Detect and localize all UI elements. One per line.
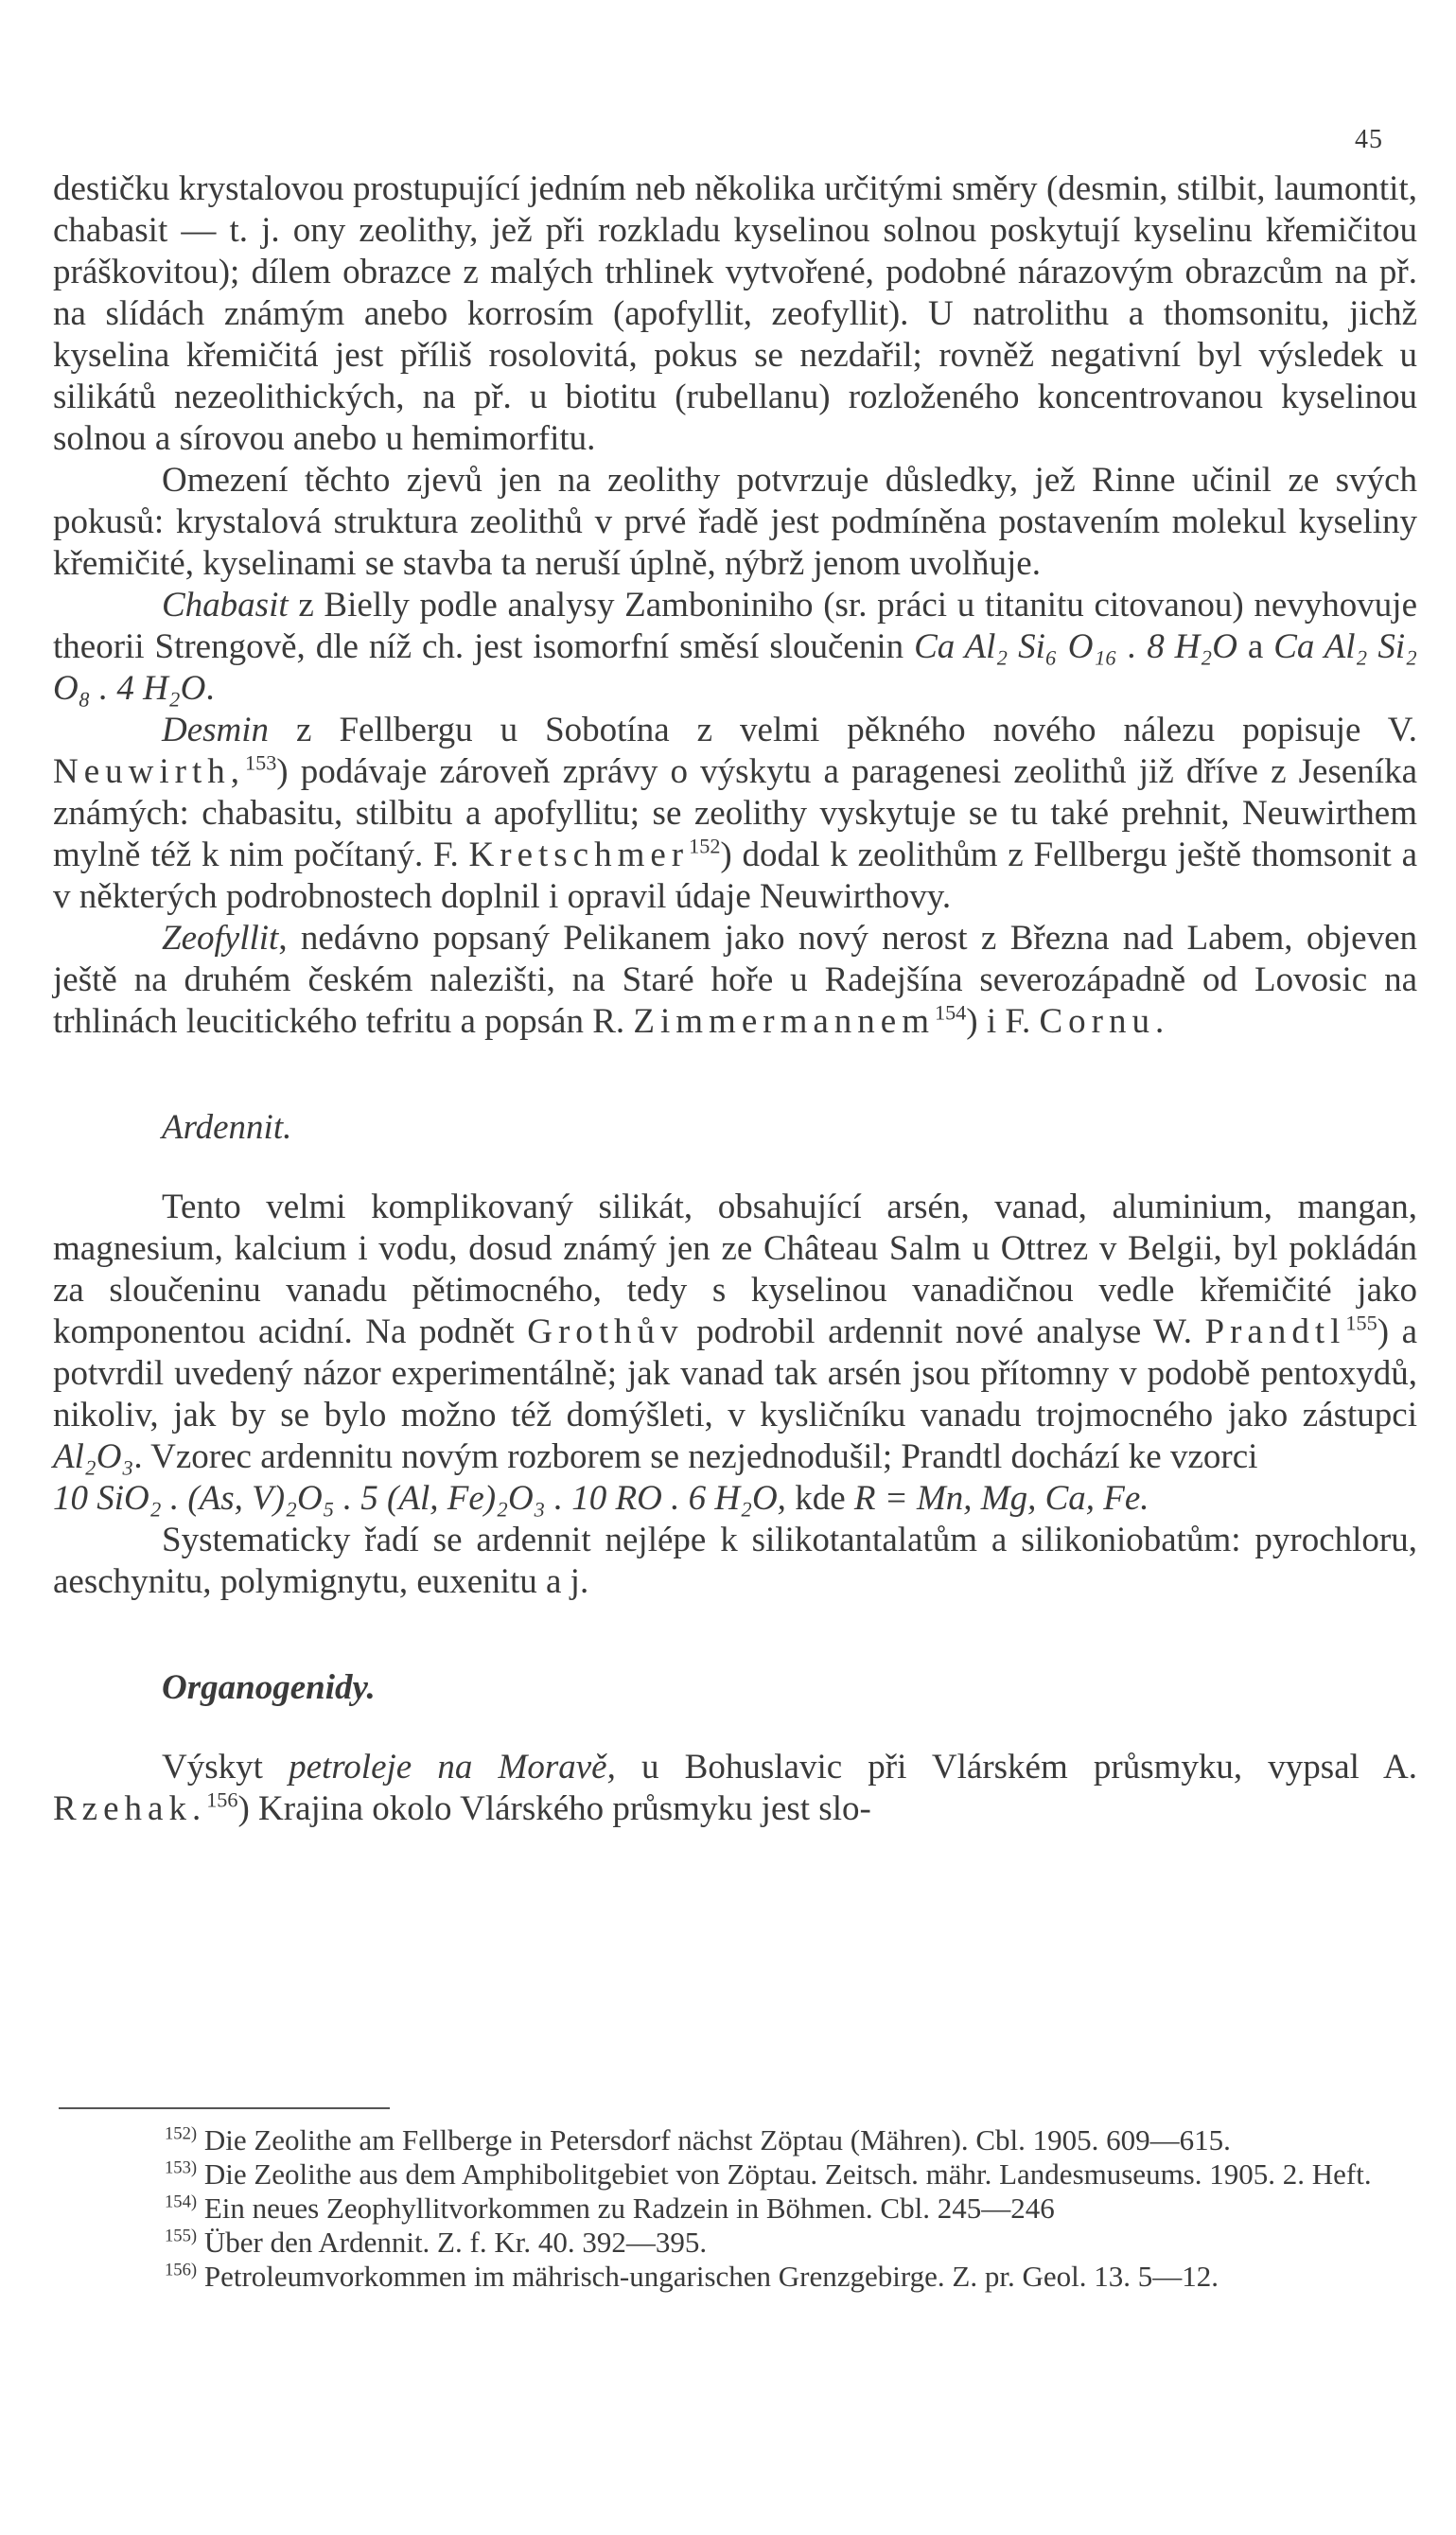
footnote-text: Über den Ardennit. Z. f. Kr. 40. 392—395. [197, 2226, 708, 2259]
paragraph-desmin [53, 710, 1417, 918]
mineral-chabasit: Chabasit [162, 586, 289, 625]
paragraph-chabasit [53, 585, 1417, 710]
footnote-153 [53, 2157, 1417, 2192]
ardennit-formula-expression: 10 SiO₂ . (As, V)₂O₅ . 5 (Al, Fe)₂O₃ . 10 RO . 6 H₂O, [53, 1479, 786, 1518]
page-number: 45 [1355, 125, 1383, 154]
author-groth: Grothův [527, 1312, 684, 1351]
organogenidy-text-3: ) Krajina okolo Vlárského průsmyku jest slo- [237, 1789, 871, 1828]
section-heading-ardennit: Ardennit. [162, 1108, 292, 1147]
author-cornu: Cornu [1039, 1002, 1155, 1041]
author-kretschmer: Kretschmer [468, 836, 690, 874]
footnote-155 [53, 2226, 1417, 2260]
footnote-number: 153) [165, 2157, 198, 2178]
zeofyllit-text-2: ) i F. [966, 1002, 1040, 1041]
ardennit-formula-kde: kde [785, 1479, 854, 1518]
footnote-number: 152) [165, 2123, 198, 2144]
organogenidy-text-1: Výskyt [162, 1748, 289, 1787]
zeofyllit-text-1: , nedávno popsaný Pelikanem jako nový nerost z Března nad Labem, objeven ještě na druhém českém nalezišti, na Staré hoře u Radejšína severozápadně od Lovosic na trhlinách leucitického tefritu a popsán R. [53, 919, 1417, 1041]
footnote-number: 155) [165, 2226, 198, 2246]
footnote-number: 156) [165, 2260, 198, 2280]
footnote-ref-153: 153 [245, 750, 277, 775]
footnote-divider [59, 2107, 390, 2109]
footnote-number: 154) [165, 2192, 198, 2212]
paragraph-zeofyllit [53, 918, 1417, 1043]
footnote-ref-155: 155 [1345, 1311, 1377, 1335]
formula-al2o3: Al₂O₃ [53, 1437, 134, 1476]
organogenidy-text-2: u Bohuslavic při Vlárském průsmyku, vypsal A. [615, 1748, 1417, 1787]
paragraph-1: destičku krystalovou prostupující jedním neb několika určitými směry (desmin, stilbit, laumontit, chabasit — t. j. ony zeolithy, jež při rozkladu kyselinou solnou poskytují kyselinu křemičitou práškovitou); dílem obrazce z malých trhlinek vytvořené, podobné nárazovým obrazcům na př. na slídách známým anebo korrosím (apofyllit, zeofyllit). U natrolithu a thomsonitu, jichž kyselina křemičitá jest příliš rosolovitá, pokus se nezdařil; rovněž negativní byl výsledek u silikátů nezeolithických, na př. u biotitu (rubellanu) rozloženého koncentrovanou kyselinou solnou a sírovou anebo u hemimorfitu. [53, 169, 1417, 458]
main-text [53, 168, 1417, 1830]
desmin-text-1: z Fellbergu u Sobotína z velmi pěkného nového nálezu popisuje V. [269, 711, 1417, 749]
footnote-ref-154: 154 [934, 1000, 967, 1025]
ardennit-formula [53, 1478, 1417, 1520]
paragraph-ardennit-2: Systematicky řadí se ardennit nejlépe k silikotantalatům a silikoniobatům: pyrochloru, aeschynitu, polymignytu, euxenitu a j. [53, 1521, 1417, 1601]
author-prandtl: Prandtl [1204, 1312, 1346, 1351]
chabasit-end: . [205, 669, 215, 708]
desmin-text-2: ) podávaje zároveň zprávy o výskytu a paragenesi zeolithů již dříve z Jeseníka známých: chabasitu, stilbitu a apofyllitu; se zeolithy vyskytuje se tu také prehnit, Neuwirthem mylně též k nim počítaný. F. [53, 752, 1417, 874]
ardennit-text-3: ) a potvrdil uvedený názor experimentálně; jak vanad tak arsén jsou přítomny v podobě pentoxydů, nikoliv, jak by se bylo možno též domýšleti, v kysličníku vanadu trojmocného jako zástupci [53, 1312, 1417, 1435]
chabasit-mid: a [1237, 627, 1274, 666]
desmin-text-3: ) dodal k zeolithům z Fellbergu ještě thomsonit a v některých podrobnostech doplnil i opravil údaje Neuwirthovy. [53, 836, 1417, 916]
paragraph-organogenidy [53, 1747, 1417, 1830]
footnote-156 [53, 2260, 1417, 2294]
author-neuwirth: Neuwirth, [53, 752, 245, 791]
footnote-ref-152: 152 [689, 834, 721, 858]
footnote-text: Die Zeolithe am Fellberge in Petersdorf nächst Zöptau (Mähren). Cbl. 1905. 609—615. [197, 2123, 1231, 2157]
zeofyllit-end: . [1154, 1002, 1165, 1041]
paragraph-ardennit-1 [53, 1187, 1417, 1478]
mineral-zeofyllit: Zeofyllit [162, 919, 279, 958]
ardennit-text-4: . Vzorec ardennitu novým rozborem se nezjednodušil; Prandtl dochází ke vzorci [133, 1437, 1258, 1476]
author-zimmermann: Zimmermannem [633, 1002, 935, 1041]
footnote-text: Petroleumvorkommen im mährisch-ungarischen Grenzgebirge. Z. pr. Geol. 13. 5—12. [197, 2260, 1219, 2293]
ardennit-formula-r: R = Mn, Mg, Ca, Fe. [853, 1479, 1149, 1518]
ardennit-text-2: podrobil ardennit nové analyse W. [683, 1312, 1205, 1351]
footnote-text: Ein neues Zeophyllitvorkommen zu Radzein in Böhmen. Cbl. 245—246 [197, 2192, 1055, 2225]
chabasit-formula-2: Ca Al₂ Si₂ O₈ . 4 H₂O [53, 627, 1417, 708]
footnote-ref-156: 156 [206, 1787, 238, 1812]
author-rzehak: Rzehak. [53, 1789, 207, 1828]
chabasit-formula-1: Ca Al₂ Si₆ O₁₆ . 8 H₂O [914, 627, 1237, 666]
chabasit-text: z Bielly podle analysy Zamboniniho (sr. práci u titanitu citovanou) nevyhovuje theorii Strengově, dle níž ch. jest isomorfní směsí sloučenin [53, 586, 1417, 666]
mineral-desmin: Desmin [162, 711, 270, 749]
organogenidy-italic: petroleje na Moravě, [289, 1748, 616, 1787]
ardennit-text-1: Tento velmi komplikovaný silikát, obsahující arsén, vanad, aluminium, mangan, magnesium, kalcium i vodu, dosud známý jen ze Château Salm u Ottrez v Belgii, byl pokládán za sloučeninu vanadu pětimocného, tedy s kyselinou vanadičnou vedle křemičité jako komponentou acidní. Na podnět [53, 1188, 1417, 1351]
footnote-154 [53, 2192, 1417, 2226]
footnote-text: Die Zeolithe aus dem Amphibolitgebiet von Zöptau. Zeitsch. mähr. Landesmuseums. 1905. 2. Heft. [197, 2157, 1372, 2191]
footnotes [53, 2123, 1417, 2294]
footnote-152 [53, 2123, 1417, 2157]
paragraph-2: Omezení těchto zjevů jen na zeolithy potvrzuje důsledky, jež Rinne učinil ze svých pokusů: krystalová struktura zeolithů v prvé řadě jest podmíněna postavením molekul kyseliny křemičité, kyselinami se stavba ta neruší úplně, nýbrž jenom uvolňuje. [53, 461, 1417, 583]
section-heading-organogenidy: Organogenidy. [162, 1668, 376, 1707]
